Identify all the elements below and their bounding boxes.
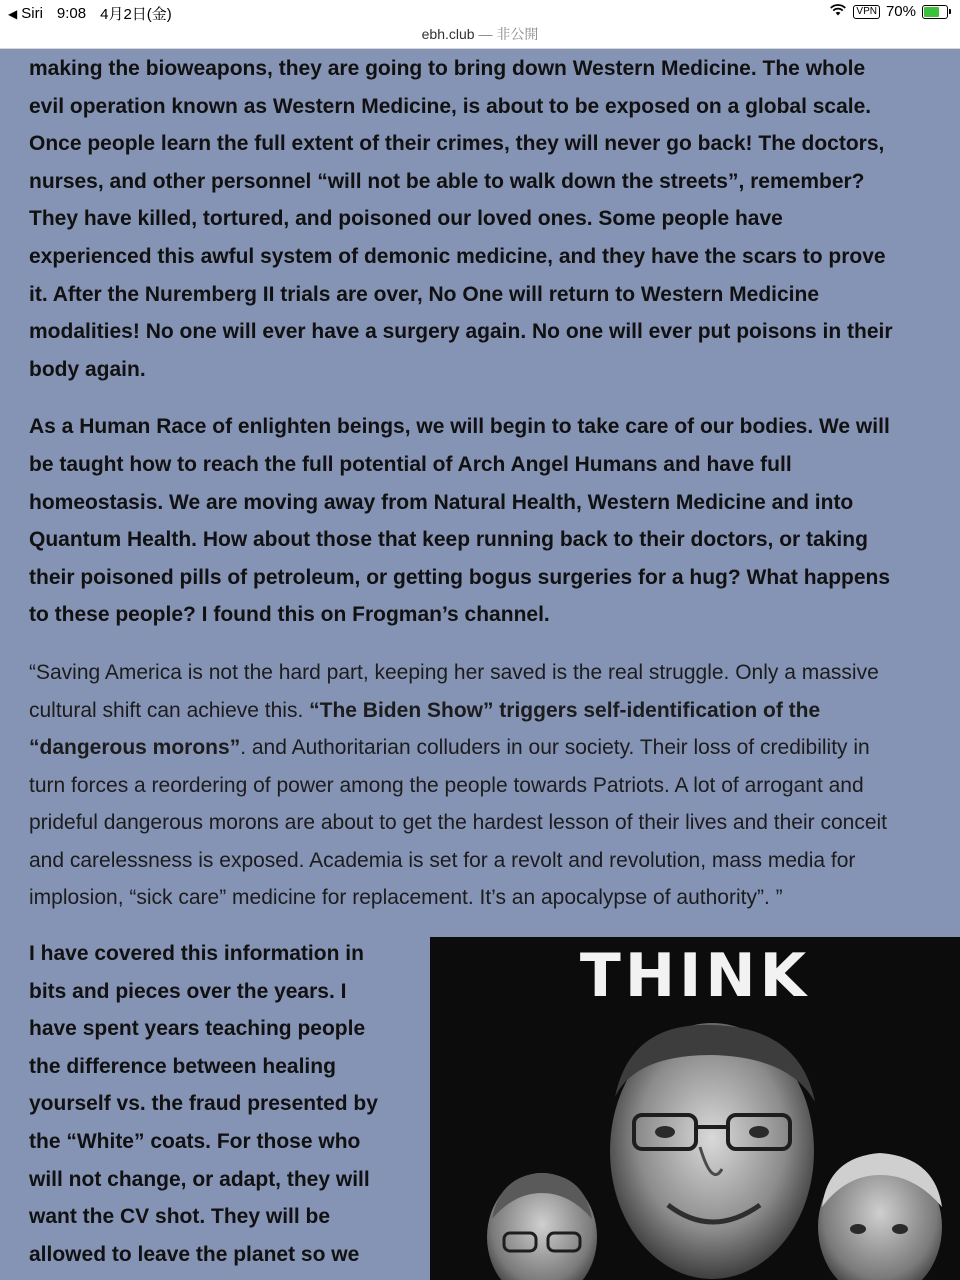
url-bar[interactable]	[0, 24, 960, 44]
text-line: As a Human Race of enlighten beings, we will begin to take care of our bodies. We will	[29, 415, 890, 439]
text-line: evil operation known as Western Medicine, is about to be exposed on a global scale.	[29, 94, 872, 118]
text-line: the difference between healing	[29, 1054, 336, 1078]
status-left	[8, 3, 172, 24]
text-line: making the bioweapons, they are going to bring down Western Medicine. The whole	[29, 57, 866, 80]
url-privacy-label: — 非公開	[474, 26, 539, 42]
quoted-passage	[29, 654, 960, 917]
text-line: modalities! No one will ever have a surgery again. No one will ever put poisons in their	[29, 320, 893, 344]
text-line: have spent years teaching people	[29, 1017, 366, 1041]
text-line: prideful dangerous morons are about to get the hardest lesson of their lives and their conceit	[29, 811, 888, 835]
text-line: allowed to leave the planet so we	[29, 1242, 360, 1266]
text-line: Quantum Health. How about those that keep running back to their doctors, or taking	[29, 528, 868, 552]
meme-image[interactable]	[430, 937, 960, 1280]
text-line: I have covered this information in	[29, 942, 364, 965]
text-line: to these people? I found this on Frogman’s channel.	[29, 603, 550, 627]
text-line: be taught how to reach the full potential of Arch Angel Humans and have full	[29, 452, 792, 476]
text-line: experienced this awful system of demonic medicine, and they have the scars to prove	[29, 244, 886, 268]
paragraph-quantum-health	[29, 408, 960, 634]
vpn-badge: VPN	[853, 5, 880, 19]
status-bar	[0, 0, 960, 49]
text-line: and carelessness is exposed. Academia is set for a revolt and revolution, mass media for	[29, 848, 856, 872]
status-time: 9:08	[56, 5, 87, 22]
text-line: body again.	[29, 357, 146, 381]
battery-percent: 70%	[885, 3, 916, 20]
text-line: “Saving America is not the hard part, keeping her saved is the real struggle. Only a massive	[29, 660, 879, 684]
wifi-icon	[829, 3, 847, 20]
status-date: 4月2日(金)	[100, 6, 172, 23]
text-line: their poisoned pills of petroleum, or getting bogus surgeries for a hug? What happens	[29, 565, 891, 589]
portrait-illustration	[430, 937, 960, 1280]
text-line: implosion, “sick care” medicine for replacement. It’s an apocalypse of authority”. ”	[29, 886, 783, 910]
image-caption: THINK	[579, 941, 811, 1011]
text-line: nurses, and other personnel “will not be able to walk down the streets”, remember?	[29, 169, 865, 193]
article-body	[29, 50, 960, 937]
url-domain[interactable]: ebh.club	[421, 26, 475, 42]
text-line: cultural shift can achieve this.	[29, 698, 310, 722]
back-arrow-icon[interactable]: ◀	[8, 6, 18, 21]
text-line: want the CV shot. They will be	[29, 1205, 331, 1229]
text-line: homeostasis. We are moving away from Natural Health, Western Medicine and into	[29, 490, 854, 514]
text-line: it. After the Nuremberg II trials are over, No One will return to Western Medicine	[29, 282, 820, 306]
text-line-bold: “The Biden Show” triggers self-identification of the	[309, 698, 821, 722]
text-line: bits and pieces over the years. I	[29, 979, 347, 1003]
text-line: Once people learn the full extent of their crimes, they will never go back! The doctors,	[29, 132, 885, 156]
text-line: turn forces a reordering of power among the people towards Patriots. A lot of arrogant and	[29, 773, 864, 797]
text-line: . and Authoritarian colluders in our society. Their loss of credibility in	[240, 736, 870, 760]
text-line: the “White” coats. For those who	[29, 1129, 361, 1153]
text-line: yourself vs. the fraud presented by	[29, 1092, 378, 1116]
back-app-label[interactable]: Siri	[21, 5, 43, 22]
battery-icon	[922, 5, 948, 19]
text-line: They have killed, tortured, and poisoned our loved ones. Some people have	[29, 207, 783, 231]
battery-fill	[924, 7, 939, 17]
paragraph-western-medicine	[29, 50, 960, 388]
status-right	[829, 3, 948, 20]
text-line: will not change, or adapt, they will	[29, 1167, 370, 1191]
text-line-bold: “dangerous morons”	[29, 736, 241, 760]
